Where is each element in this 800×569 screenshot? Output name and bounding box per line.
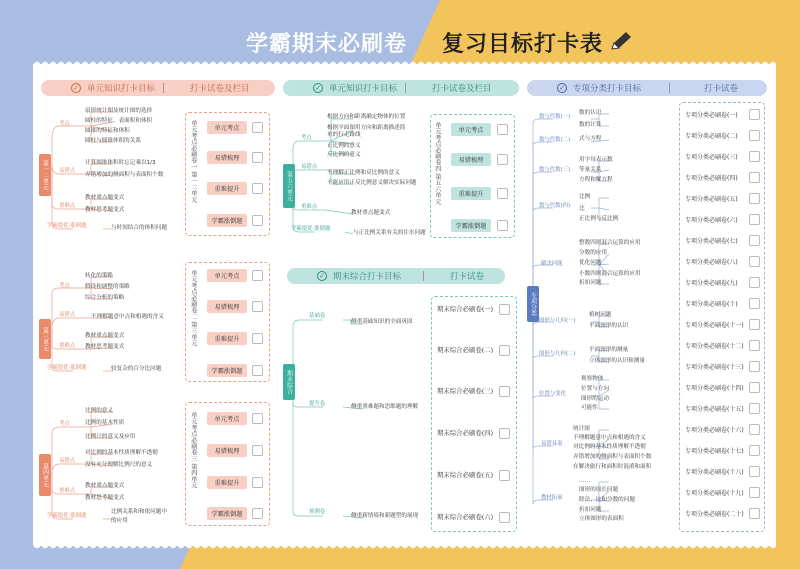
branch-label: 数与代数(一) (539, 114, 571, 120)
special-paper: 专项分类必刷卷(十) (685, 301, 738, 308)
checkbox[interactable] (499, 512, 510, 523)
branch-label: 重难点 (59, 343, 76, 349)
leaf-item: 不理解正比例和反比例的意义 (327, 170, 400, 176)
final-root: 期末综合 (283, 364, 295, 400)
task-xueba: 学霸涨倒题 (207, 507, 247, 520)
header-special (527, 80, 767, 96)
main-title: 学霸期末必刷卷 (246, 32, 408, 57)
special-paper: 专项分类必刷卷(十三) (685, 364, 744, 371)
leaf-item: 与时间结合的体积问题 (111, 225, 167, 231)
checkbox[interactable] (252, 183, 263, 194)
checkbox[interactable] (749, 466, 760, 477)
final-paper: 期末综合必刷卷(一) (437, 305, 494, 313)
branch-label: 位置与变化 (539, 391, 566, 397)
final-paper: 期末综合必刷卷(五) (437, 471, 494, 479)
branch-label: 学霸提优·涨倒题 (47, 365, 87, 371)
checkbox[interactable] (497, 188, 508, 199)
task-yicuo: 易错梳理 (207, 151, 247, 164)
leaf-item: 等量关系 (579, 167, 602, 173)
checkbox[interactable] (749, 172, 760, 183)
unit-vertical-title: 单元考点必刷卷三 第四单元 (189, 412, 197, 489)
special-paper: 专项分类必刷卷(十九) (685, 490, 744, 497)
leaf-item: 对比例的基本性质理解不透彻 (573, 444, 646, 450)
checkbox[interactable] (497, 154, 508, 165)
header-unit-2 (283, 80, 519, 96)
check-icon: ✓ (317, 271, 327, 281)
header-right-label: 打卡试卷及栏目 (432, 84, 492, 94)
checkbox[interactable] (749, 487, 760, 498)
leaf-item: 可能性 (581, 405, 598, 411)
leaf-item: 图形的运动 (581, 396, 609, 402)
final-paper: 期末综合必刷卷(六) (437, 513, 494, 521)
task-xueba: 学霸涨倒题 (451, 219, 491, 232)
leaf-item: 侧重基础知识的全面巩固 (351, 319, 413, 325)
checkbox[interactable] (499, 304, 510, 315)
special-root: 专项分类 (527, 286, 539, 322)
header-left-label: 期末综合打卡目标 (333, 272, 402, 282)
leaf-item: 数的认识 (579, 110, 602, 116)
final-paper: 期末综合必刷卷(四) (437, 429, 494, 437)
leaf-item: 植树问题 (589, 312, 612, 318)
check-icon: ✓ (313, 83, 323, 93)
leaf-item: 的应用 (111, 518, 128, 524)
leaf-item: 优化问题 (579, 260, 602, 266)
leaf-item: 教材重点题变式 (85, 195, 125, 201)
checkbox[interactable] (252, 122, 263, 133)
leaf-item: 没有充分理解比例尺的意义 (85, 462, 153, 468)
final-checklist-box (431, 296, 517, 532)
leaf-item: 平面图形的测量 (589, 347, 629, 353)
special-paper: 专项分类必刷卷(十七) (685, 448, 744, 455)
checkbox[interactable] (749, 424, 760, 435)
pencil-icon (608, 30, 634, 52)
branch-label: 考点 (59, 421, 70, 427)
branch-label: 易错易混 (541, 441, 563, 447)
branch-label: 图形与几何(一) (539, 318, 576, 324)
check-icon: ✓ (71, 83, 81, 93)
checkbox[interactable] (749, 130, 760, 141)
unit-root-2: 第三单元 (39, 319, 51, 359)
checkbox[interactable] (749, 235, 760, 246)
leaf-item: 弄错增加的侧面积与表面积个数 (573, 454, 652, 460)
leaf-item: 假设和调整的策略 (85, 284, 130, 290)
header-left-label: 单元知识打卡目标 (329, 84, 398, 94)
special-paper: 专项分类必刷卷(十一) (685, 322, 744, 329)
final-paper: 期末综合必刷卷(二) (437, 346, 494, 354)
checkbox[interactable] (497, 220, 508, 231)
unit-vertical-title: 单元考点必刷卷四 第五六单元 (433, 122, 441, 205)
leaf-item: 整数四则混合运算的应用 (579, 240, 641, 246)
leaf-item: 根据方向和距离确定物体的位置 (327, 114, 406, 120)
task-zhongnan: 重难提升 (207, 182, 247, 195)
leaf-item: 转化的策略 (85, 273, 113, 279)
leaf-item: 对比例的基本性质理解不透彻 (85, 450, 158, 456)
leaf-item: 弄错增加的侧面积与表面积个数 (85, 172, 164, 178)
task-xueba: 学霸涨倒题 (207, 214, 247, 227)
checkbox[interactable] (749, 298, 760, 309)
header-right-label: 打卡试卷及栏目 (190, 84, 250, 94)
task-xueba: 学霸涨倒题 (207, 364, 247, 377)
checkbox[interactable] (252, 301, 263, 312)
task-kaodian: 单元考点 (451, 123, 491, 136)
checkbox[interactable] (749, 361, 760, 372)
leaf-item: 综合分析的策略 (85, 295, 125, 301)
checkbox[interactable] (252, 333, 263, 344)
special-paper: 专项分类必刷卷(二) (685, 133, 738, 140)
header-unit-1 (41, 80, 275, 96)
leaf-item: 不理解题意中点和相遇的含义 (91, 314, 164, 320)
leaf-item: 较复杂的百分比问题 (111, 366, 162, 372)
leaf-item: 根据平面图用方向和距离描述简 (327, 125, 406, 131)
special-paper: 专项分类必刷卷(二十) (685, 511, 744, 518)
task-kaodian: 单元考点 (207, 269, 247, 282)
checkbox[interactable] (252, 270, 263, 281)
checkbox[interactable] (499, 386, 510, 397)
leaf-item: 图形的周长问题 (579, 487, 619, 493)
check-icon: ✓ (557, 83, 567, 93)
special-paper: 专项分类必刷卷(八) (685, 259, 738, 266)
task-yicuo: 易错梳理 (207, 444, 247, 457)
special-paper: 专项分类必刷卷(十六) (685, 427, 744, 434)
leaf-item: 在解决旅行和面积时混淆和面积 (573, 464, 652, 470)
special-paper: 专项分类必刷卷(四) (685, 175, 738, 182)
branch-label: 数与代数(四) (539, 203, 571, 209)
branch-label: 教材拓展 (541, 495, 563, 501)
task-zhongnan: 重难提升 (451, 187, 491, 200)
leaf-item: 反比例的意义 (327, 152, 361, 158)
special-paper: 专项分类必刷卷(一) (685, 112, 738, 119)
branch-label: 易错点 (301, 164, 318, 170)
header-left-label: 单元知识打卡目标 (87, 84, 156, 94)
mindmap-lines (33, 64, 776, 546)
special-paper: 专项分类必刷卷(九) (685, 280, 738, 287)
checkbox[interactable] (749, 277, 760, 288)
leaf-item: 单的行走路线 (327, 132, 361, 138)
special-paper: 专项分类必刷卷(五) (685, 196, 738, 203)
leaf-item: 与正比例关系有关的注水问题 (353, 230, 426, 236)
task-kaodian: 单元考点 (207, 412, 247, 425)
checkbox[interactable] (252, 152, 263, 163)
special-paper: 专项分类必刷卷(六) (685, 217, 738, 224)
leaf-item: 比例 (579, 194, 591, 200)
leaf-item: 教材思考题变式 (85, 344, 125, 350)
leaf-item: 位置与方向 (581, 386, 609, 392)
branch-label: 数与代数(二) (539, 137, 571, 143)
checkbox[interactable] (749, 214, 760, 225)
branch-label: 基础卷 (309, 313, 326, 319)
leaf-item: 比例关系和和依问题中 (111, 509, 167, 515)
task-zhongnan: 重难提升 (207, 332, 247, 345)
leaf-item: 数的计算 (579, 122, 602, 128)
task-yicuo: 易错梳理 (451, 153, 491, 166)
task-yicuo: 易错梳理 (207, 300, 247, 313)
checkbox[interactable] (749, 340, 760, 351)
leaf-item: 除法、比和分数的问题 (579, 497, 635, 503)
checkbox[interactable] (749, 256, 760, 267)
checkbox[interactable] (252, 215, 263, 226)
task-kaodian: 单元考点 (207, 121, 247, 134)
branch-label: 易错点 (59, 168, 76, 174)
leaf-item: …… (579, 478, 591, 484)
header-final (287, 268, 505, 284)
branch-label: 考点 (59, 121, 70, 127)
unit-root-1: 第一二单元 (39, 154, 51, 196)
branch-label: 重难点 (59, 203, 76, 209)
leaf-item: 圆锥的特征和体积 (85, 128, 130, 134)
unit-vertical-title: 单元考点必刷卷一 第一二单元 (189, 120, 197, 203)
leaf-item: 正比例的意义 (327, 143, 361, 149)
checkbox[interactable] (252, 365, 263, 376)
unit-root-5: 第五六单元 (283, 164, 295, 208)
checkbox[interactable] (749, 151, 760, 162)
branch-label: 提升卷 (309, 401, 326, 407)
branch-label: 考点 (301, 135, 312, 141)
branch-label: 预测卷 (309, 509, 326, 515)
leaf-item: 比 (579, 206, 585, 212)
leaf-item: 圆柱的特征、表面积和体积 (85, 118, 153, 124)
header-right-label: 打卡试卷 (704, 84, 739, 94)
leaf-item: 折扣问题 (579, 507, 602, 513)
header-left-label: 专项分类打卡目标 (573, 84, 642, 94)
special-paper: 专项分类必刷卷(七) (685, 238, 738, 245)
unit-vertical-title: 单元考点必刷卷二 第三单元 (189, 270, 197, 347)
branch-label: 考点 (59, 283, 70, 289)
leaf-item: 不理解题意中点和相遇的含义 (573, 435, 646, 441)
leaf-item: 折扣问题 (579, 280, 602, 286)
leaf-item: 教材思考题变式 (85, 495, 125, 501)
header-right-label: 打卡试卷 (450, 272, 485, 282)
leaf-item: 观察物体 (581, 376, 604, 382)
checkbox[interactable] (497, 124, 508, 135)
checkbox[interactable] (749, 403, 760, 414)
special-paper: 专项分类必刷卷(十八) (685, 469, 744, 476)
leaf-item: 式与方程 (579, 136, 602, 142)
checkbox[interactable] (749, 508, 760, 519)
leaf-item: 侧重重难题和思维题的理解 (351, 404, 419, 410)
branch-label: 学霸提优·涨倒题 (291, 226, 331, 232)
checkbox[interactable] (499, 345, 510, 356)
leaf-item: 比例的意义 (85, 408, 113, 414)
checkbox[interactable] (252, 508, 263, 519)
branch-label: 重难点 (59, 488, 76, 494)
leaf-item: 侧重新情境和新题型的展现 (351, 513, 419, 519)
special-paper: 专项分类必刷卷(三) (685, 154, 738, 161)
leaf-item: 比例的基本性质 (85, 420, 125, 426)
checkbox[interactable] (252, 413, 263, 424)
leaf-item: 圆柱与圆锥体积的关系 (85, 138, 141, 144)
branch-label: 易错点 (59, 458, 76, 464)
branch-label: 解决问题 (541, 261, 563, 267)
leaf-item: 教材重点题变式 (85, 333, 125, 339)
leaf-item: 方程和解方程 (579, 177, 613, 183)
unit-root-3: 第四单元 (39, 454, 51, 496)
branch-label: 易错点 (59, 312, 76, 318)
checkbox[interactable] (252, 445, 263, 456)
leaf-item: 教材思考题变式 (85, 207, 125, 213)
leaf-item: 用字母表示数 (579, 157, 613, 163)
checkbox[interactable] (749, 382, 760, 393)
leaf-item: 立体图形的认识和测量 (589, 358, 645, 364)
special-paper: 专项分类必刷卷(十五) (685, 406, 744, 413)
special-paper: 专项分类必刷卷(十二) (685, 343, 744, 350)
special-paper: 专项分类必刷卷(十四) (685, 385, 744, 392)
branch-label: 学霸提优·涨倒题 (47, 223, 87, 229)
final-paper: 期末综合必刷卷(三) (437, 387, 494, 395)
leaf-item: 比例尺的意义及应用 (85, 434, 136, 440)
leaf-item: 平面图形的认识 (589, 323, 629, 329)
task-zhongnan: 重难提升 (207, 476, 247, 489)
branch-label: 重难点 (301, 204, 318, 210)
checkbox[interactable] (499, 428, 510, 439)
checkbox[interactable] (749, 319, 760, 330)
checkbox[interactable] (749, 109, 760, 120)
branch-label: 图形与几何(二) (539, 351, 576, 357)
leaf-item: 扇形统计图及统计图的选择 (85, 108, 153, 114)
checklist-paper (33, 64, 776, 546)
branch-label: 学霸提优·涨倒题 (47, 513, 87, 519)
checkbox[interactable] (252, 477, 263, 488)
checkbox[interactable] (749, 445, 760, 456)
leaf-item: 教材重点题变式 (351, 210, 391, 216)
leaf-item: 分数的应用 (579, 250, 607, 256)
leaf-item: 小数四则混合运算的应用 (579, 271, 641, 277)
leaf-item: 立体图形的表面积 (579, 516, 624, 522)
leaf-item: 正比例与反比例 (579, 216, 619, 222)
checkbox[interactable] (749, 193, 760, 204)
branch-label: 数与代数(三) (539, 167, 571, 173)
leaf-item: 不能应用正反比例意义解决实际问题 (327, 180, 417, 186)
checkbox[interactable] (499, 470, 510, 481)
leaf-item: 统计图 (573, 426, 590, 432)
leaf-item: 计算圆锥体积时忘记乘以1/3 (85, 160, 156, 166)
subtitle: 复习目标打卡表 (442, 32, 604, 57)
leaf-item: 教材重点题变式 (85, 483, 125, 489)
